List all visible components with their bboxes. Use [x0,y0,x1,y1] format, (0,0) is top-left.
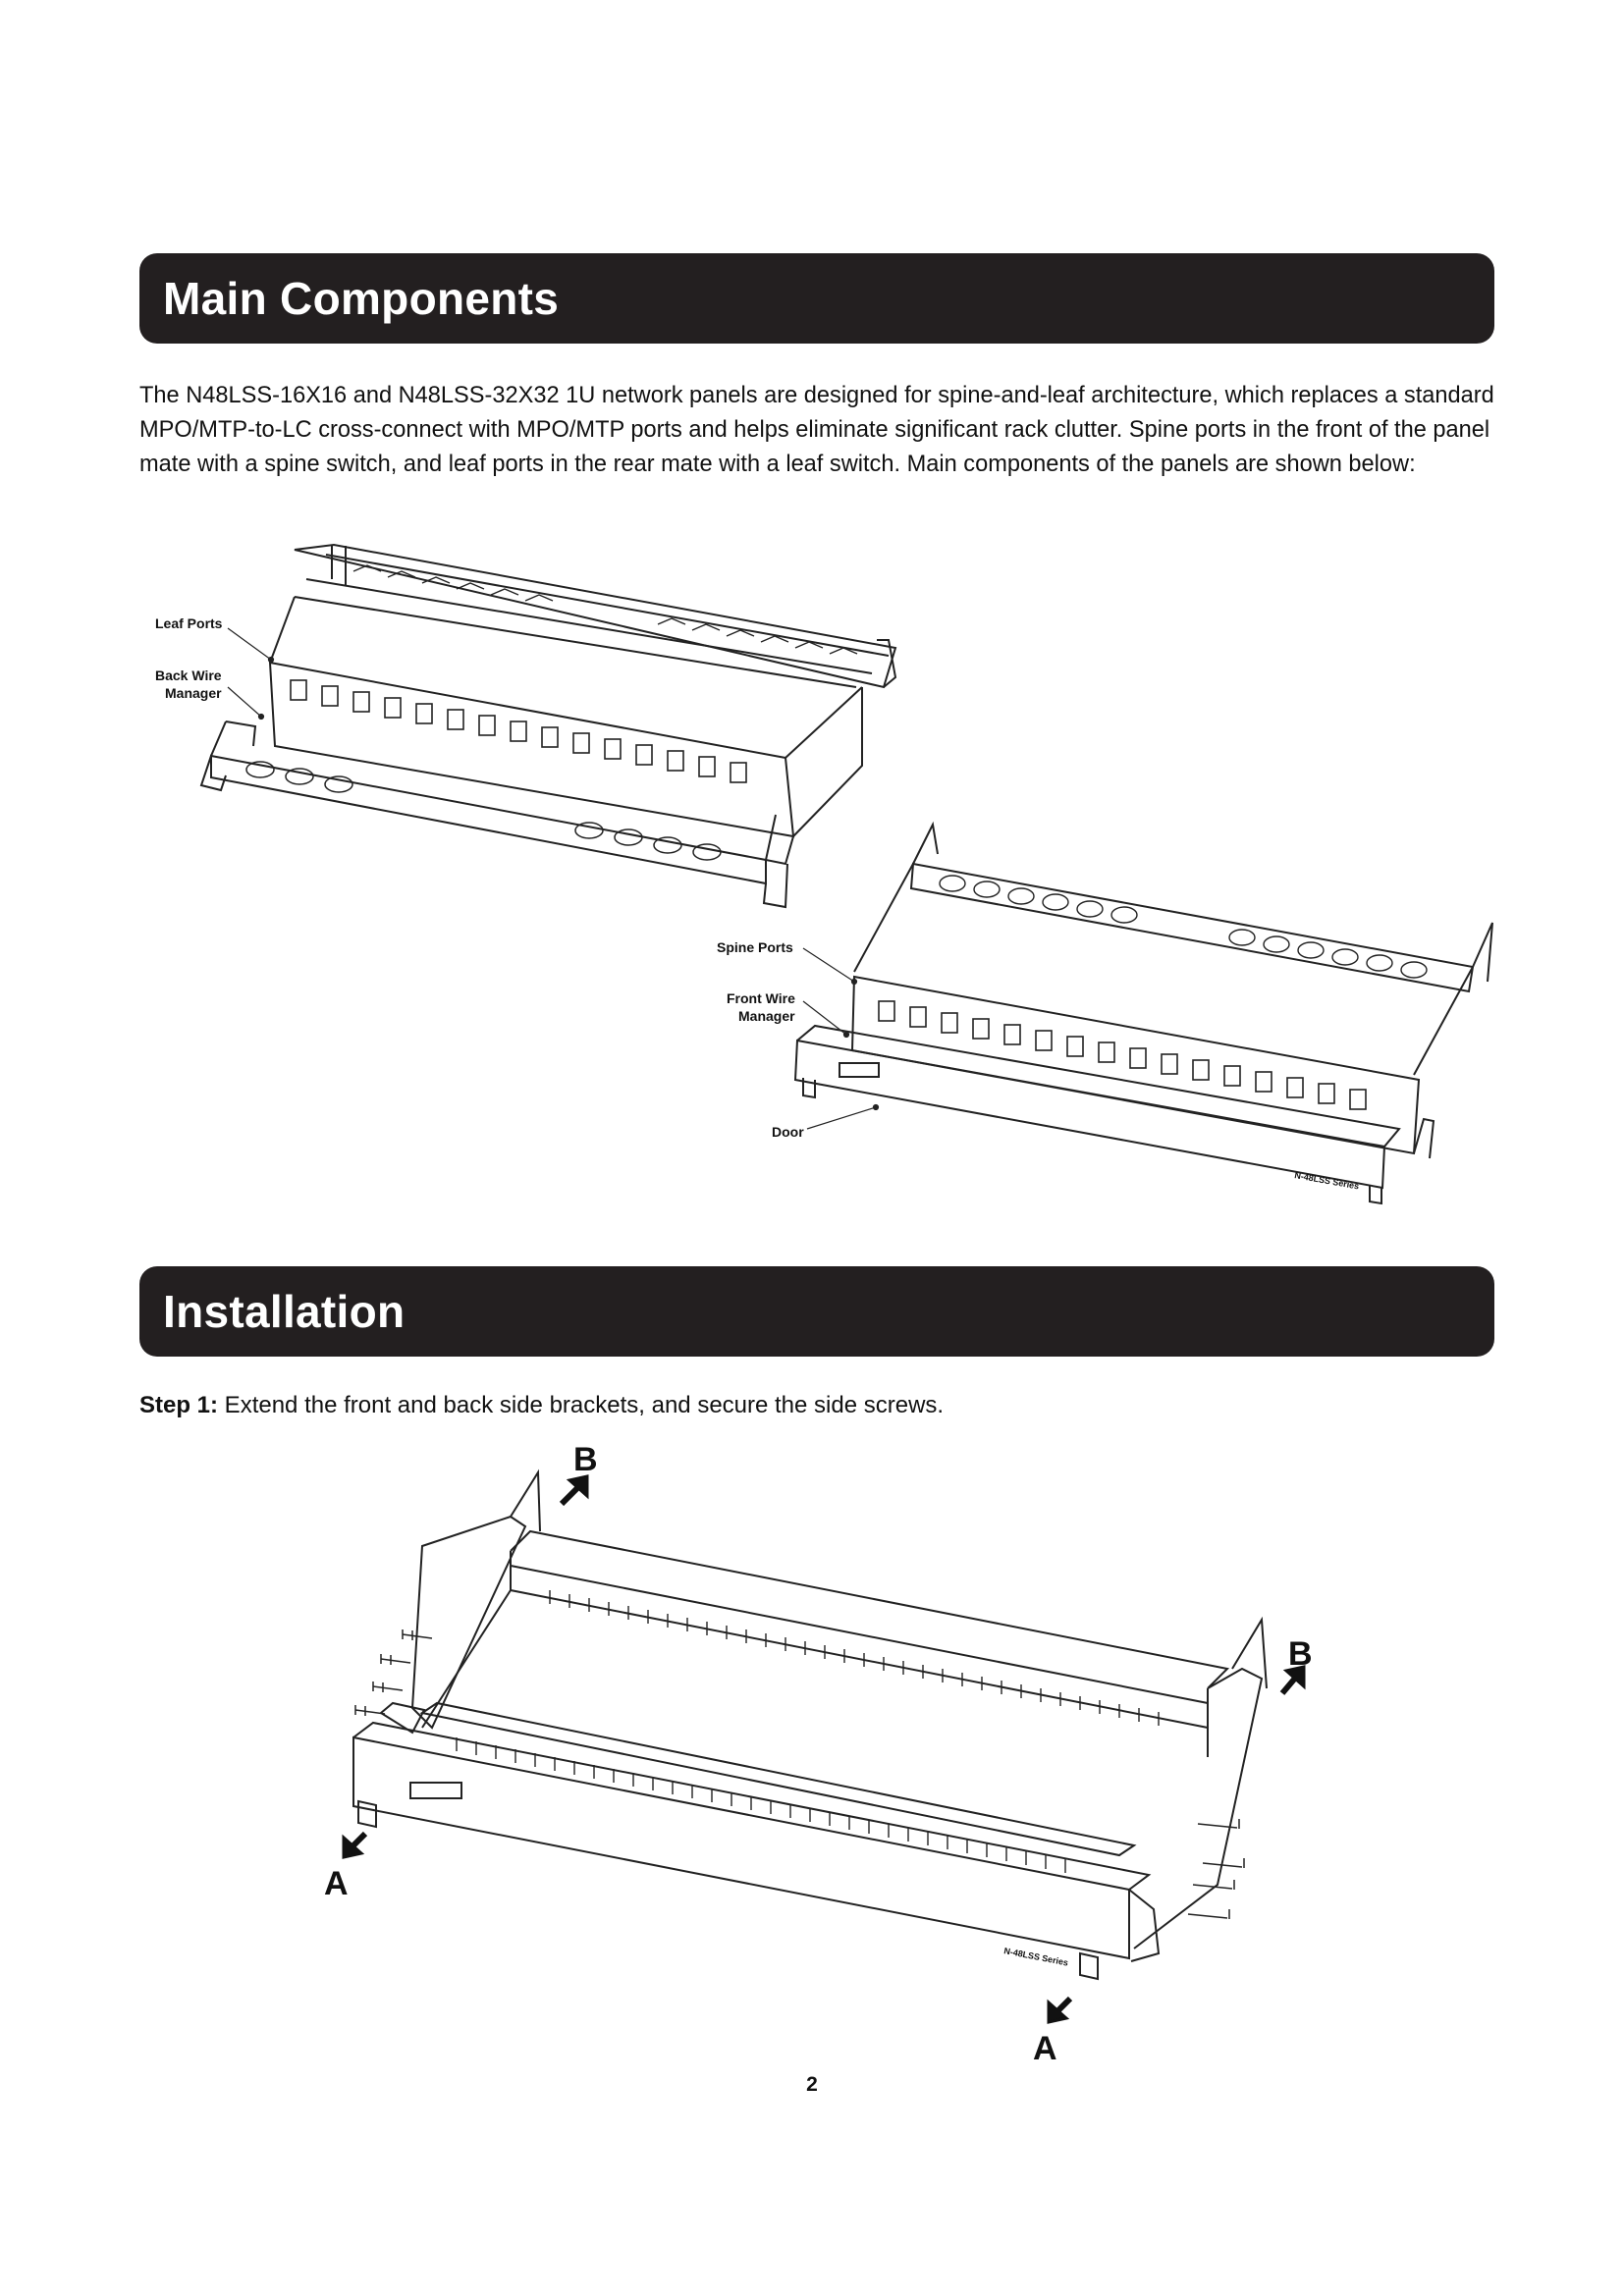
section-title: Installation [163,1286,406,1337]
label-door: Door [772,1124,804,1140]
step-1-instruction [139,1392,944,1419]
label-front-wire-manager-line1: Front Wire [727,990,795,1006]
right-screws [1188,1819,1244,1919]
intro-paragraph: The N48LSS-16X16 and N48LSS-32X32 1U network panels are designed for spine-and-leaf architecture, which replaces a standard MPO/MTP-to-LC cross-connect with MPO/MTP ports and helps eliminate significant rack clutter. Spine ports in the front of the panel mate with a spine switch, and leaf ports in the rear mate with a leaf switch. Main components of the panels are shown below: [139,383,1494,477]
step-body: Extend the front and back side brackets, and secure the side screws. [218,1392,945,1418]
arrow-label-b-left: B [573,1441,598,1478]
label-front-wire-manager-line2: Manager [738,1008,795,1024]
arrow-label-a-right: A [1033,2030,1057,2067]
page-number: 2 [806,2073,818,2096]
front-top-rings [940,876,1427,978]
installation-diagram [353,1472,1267,1979]
label-back-wire-manager-line1: Back Wire [155,667,222,683]
arrow-label-b-right: B [1288,1635,1313,1673]
label-spine-ports: Spine Ports [717,939,793,955]
section-title: Main Components [163,273,560,324]
arrow-label-a-left: A [324,1865,349,1902]
brand-badge-front [839,1063,879,1077]
rear-top-slots [353,565,857,654]
series-mark-fig1: N-48LSS Series [1293,1170,1360,1192]
spine-port-row [879,1001,1366,1109]
section-header-installation [139,1266,1494,1357]
series-mark-fig2: N-48LSS Series [1002,1946,1069,1968]
label-back-wire-manager-line2: Manager [165,685,222,701]
step-label: Step 1: [139,1392,219,1418]
label-leaf-ports: Leaf Ports [155,615,223,631]
brand-badge-install [410,1783,461,1798]
leaf-port-row [291,680,746,782]
